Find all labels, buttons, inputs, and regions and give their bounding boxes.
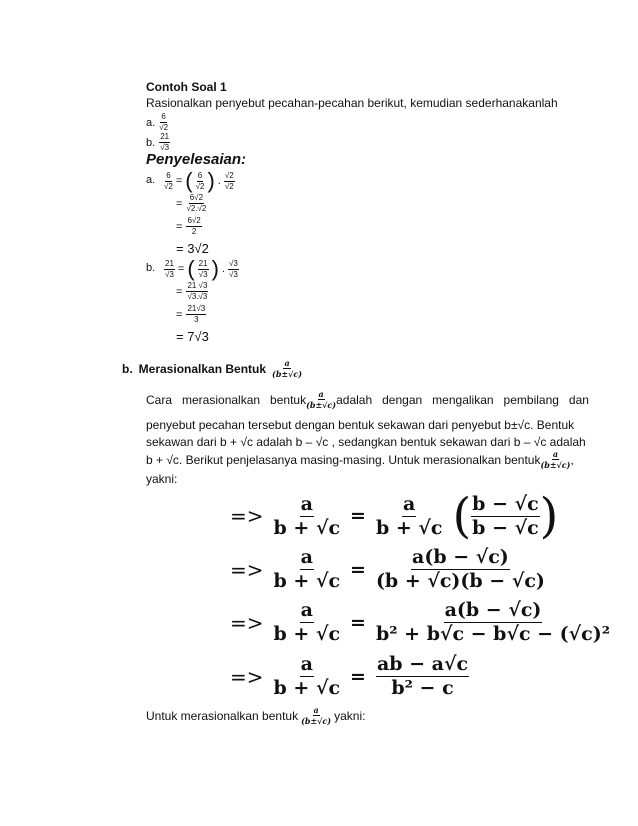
paragraph-line-4: b + √c. Berikut penjelasanya masing-masing. Untuk merasionalkan bentuk $\frac{a}{(b\pm√c)}$ , — [146, 449, 574, 470]
solution-a-line3: = $\frac{6√2}{2}$ — [176, 216, 201, 236]
section-b-title: Merasionalkan Bentuk — [138, 361, 267, 376]
solution-b-label: b. — [146, 262, 156, 274]
formula-step-4: => $\frac{a}{b + √c}$ = $\frac{ab - a√c}{\text{b² − c}}$ — [230, 653, 469, 699]
solution-heading: Penyelesaian: — [146, 151, 247, 168]
solution-a-result: = 3√2 — [176, 241, 209, 256]
formula-step-1: => $\frac{a}{b + √c}$ = $\frac{a}{b + √c}$ ( $\frac{b - √c}{b - √c}$ ) — [230, 488, 559, 544]
solution-a-l1-mul-frac: $\frac{√2}{√2}$ — [224, 170, 234, 191]
paragraph-line-3: sekawan dari b + √c adalah b – √c , sedangkan bentuk sekawan dari b – √c adalah — [146, 435, 586, 449]
formula-step-3: => $\frac{a}{b + √c}$ = $\frac{a(b - √c)}{\text{b² + b√c − b√c − (√c)²}}$ — [230, 599, 611, 645]
solution-a-line1: $\frac{6}{√2}$ = ( $\frac{6}{√2}$ ) . $\frac{√2}{√2}$ — [164, 168, 234, 193]
example-a-fraction — [159, 113, 168, 132]
example-b-num: 21 — [160, 132, 170, 141]
example-b-fraction — [159, 133, 170, 152]
paragraph-line-5: yakni: — [146, 472, 178, 486]
formula-step-2: => $\frac{a}{b + √c}$ = $\frac{a(b - √c)}{(b + √c)(b - √c)}$ — [230, 546, 545, 592]
footer-line: Untuk merasionalkan bentuk $\frac{a}{(b\pm√c)}$ yakni: — [146, 705, 366, 726]
section-b-label: b. — [122, 361, 133, 376]
example-instruction: Rasionalkan penyebut pecahan-pecahan berikut, kemudian sederhanakanlah — [146, 96, 558, 110]
solution-a-line2: = $\frac{6√2}{√2.√2}$ — [176, 193, 207, 213]
paragraph-line-2: penyebut pecahan tersebut dengan bentuk sekawan dari penyebut b±√c. Bentuk — [146, 418, 575, 432]
solution-b-line3: = $\frac{21√3}{3}$ — [176, 304, 206, 324]
example-a — [146, 113, 168, 132]
example-b — [146, 133, 170, 152]
example-a-num: 6 — [161, 112, 166, 121]
example-b-den: √3 — [160, 143, 170, 152]
solution-b-result: = 7√3 — [176, 329, 209, 344]
example-a-label: a. — [146, 116, 156, 129]
example-b-label: b. — [146, 136, 156, 149]
example-title: Contoh Soal 1 — [146, 80, 227, 94]
solution-a-l1-frac: $\frac{6}{√2}$ — [164, 170, 173, 191]
solution-a-l1-inner-frac: $\frac{6}{√2}$ — [195, 170, 205, 191]
example-a-den: √2 — [159, 123, 169, 132]
solution-b-line2: = $\frac{21 √3}{√3.√3}$ — [176, 281, 208, 301]
section-b-title-frac: $\frac{a}{(b\pm√c)}$ — [272, 358, 303, 379]
section-b-heading — [122, 359, 302, 378]
solution-a-label: a. — [146, 174, 156, 186]
solution-b-line1: $\frac{21}{√3}$ = ( $\frac{21}{√3}$ ) . $\frac{√3}{√3}$ — [165, 256, 238, 281]
paragraph-line-1: Cara merasionalkan bentuk $\frac{a}{(b\pm√c)}$ adalah dengan mengalikan pembilang dan — [146, 389, 589, 410]
